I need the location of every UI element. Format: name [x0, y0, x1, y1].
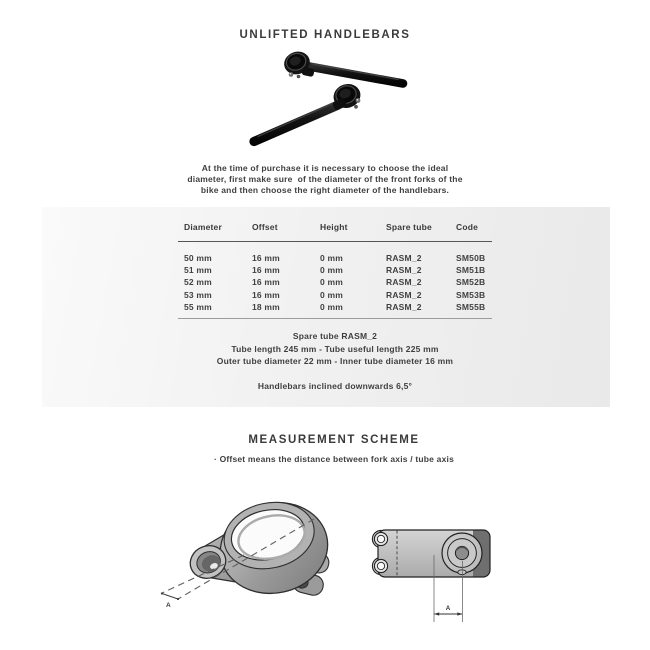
spec-panel — [42, 207, 610, 407]
header-cell-code: Code — [456, 222, 479, 232]
header-cell-height: Height — [320, 222, 348, 232]
table-cell: 16 mm — [252, 289, 280, 300]
table-row — [178, 276, 492, 288]
note-line: Tube length 245 mm - Tube useful length 225 mm — [231, 343, 439, 354]
note-line: Spare tube RASM_2 — [292, 331, 378, 341]
dimension-a — [161, 592, 179, 609]
spec-table — [178, 222, 492, 319]
table-cell: 16 mm — [252, 253, 280, 263]
offset-definition-note: · Offset means the distance between fork axis / tube axis — [213, 454, 455, 464]
measurement-scheme-title: MEASUREMENT SCHEME — [248, 434, 420, 446]
table-cell: 18 mm — [252, 301, 280, 312]
header-cell-spare-tube: Spare tube — [386, 222, 432, 232]
page-title: UNLIFTED HANDLEBARS — [239, 29, 411, 41]
table-cell: 0 mm — [320, 289, 344, 300]
table-cell: RASM_2 — [386, 277, 422, 288]
table-row — [178, 252, 492, 264]
handlebars-product-image — [230, 48, 430, 156]
table-cell: SM55B — [456, 301, 486, 312]
intro-line: bike and then choose the right diameter of the handlebars. — [200, 185, 450, 196]
header-cell-offset: Offset — [252, 222, 278, 232]
table-cell: 16 mm — [252, 277, 280, 288]
table-cell: 0 mm — [320, 277, 344, 288]
table-body — [178, 252, 492, 319]
table-cell: 0 mm — [320, 301, 344, 312]
intro-text — [0, 163, 650, 197]
handlebar-bottom — [254, 81, 364, 142]
intro-line: At the time of purchase it is necessary to choose the ideal — [201, 163, 449, 173]
dimension-label-a: A — [445, 605, 451, 612]
table-cell: 16 mm — [252, 265, 280, 276]
inclination-note: Handlebars inclined downwards 6,5° — [257, 381, 413, 391]
table-cell: 55 mm — [184, 301, 212, 312]
table-cell: 0 mm — [320, 265, 344, 276]
table-cell: SM51B — [456, 265, 486, 276]
header-cell-diameter: Diameter — [184, 222, 222, 232]
dimension-label-a: A — [166, 602, 171, 609]
note-line: Outer tube diameter 22 mm - Inner tube diameter 16 mm — [216, 356, 454, 366]
clamp-side-view-diagram — [368, 505, 498, 630]
table-row — [178, 301, 492, 313]
table-cell: 53 mm — [184, 289, 212, 300]
table-row — [178, 264, 492, 276]
table-cell: SM52B — [456, 277, 486, 288]
table-cell: SM50B — [456, 253, 486, 263]
table-cell: 0 mm — [320, 253, 344, 263]
table-cell: 52 mm — [184, 277, 212, 288]
table-cell: RASM_2 — [386, 265, 422, 276]
table-cell: RASM_2 — [386, 253, 422, 263]
handlebar-top — [281, 48, 403, 83]
table-cell: RASM_2 — [386, 301, 422, 312]
table-cell: 50 mm — [184, 253, 212, 263]
table-cell: SM53B — [456, 289, 486, 300]
table-cell: 51 mm — [184, 265, 212, 276]
intro-line: diameter, first make sure of the diameter of the front forks of the — [187, 174, 463, 185]
table-cell: RASM_2 — [386, 289, 422, 300]
table-row — [178, 289, 492, 301]
spare-tube-notes — [178, 330, 492, 368]
clamp-3d-diagram — [148, 487, 338, 637]
table-header-row — [178, 222, 492, 242]
